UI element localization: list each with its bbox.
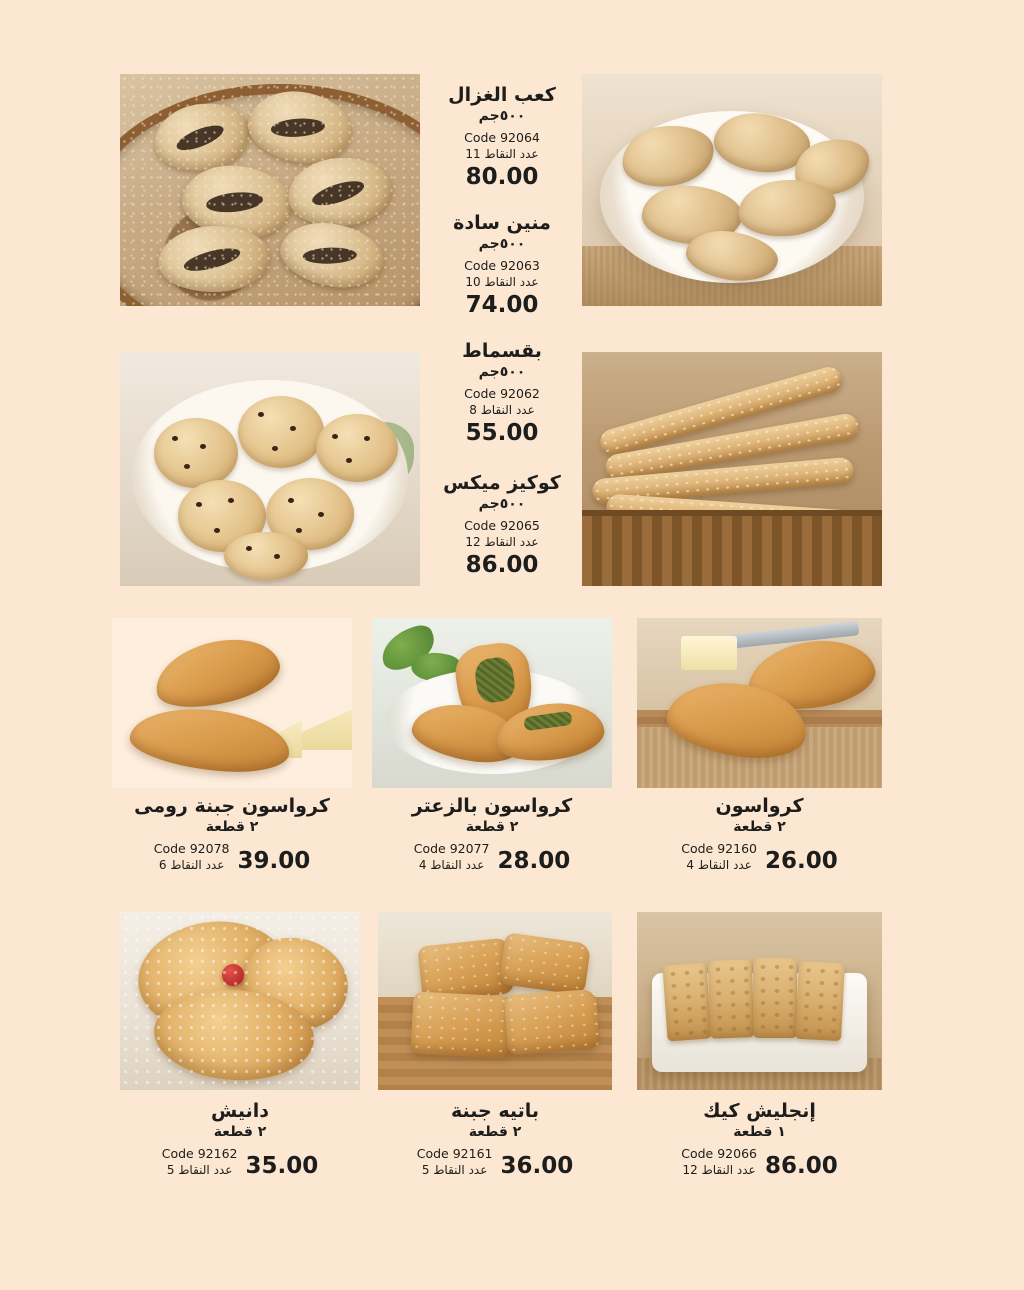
product-points: عدد النقاط 4 (418, 858, 485, 873)
cookies-mix-photo (120, 352, 420, 586)
product-price: 39.00 (237, 847, 311, 874)
product-points: عدد النقاط 5 (421, 1163, 488, 1178)
product-points: عدد النقاط 5 (166, 1163, 233, 1178)
product-points: عدد النقاط 10 (465, 275, 539, 290)
product-price: 80.00 (465, 164, 539, 191)
product-text-croissant (637, 795, 882, 874)
product-name: كعب الغزال (448, 84, 556, 106)
product-text-cookies-mix (432, 472, 572, 579)
danish-photo (120, 912, 360, 1090)
product-text-croissant-zaatar (372, 795, 612, 874)
boqsomat-photo (582, 352, 882, 586)
product-name: دانيش (210, 1100, 269, 1122)
product-price: 74.00 (465, 292, 539, 319)
product-points: عدد النقاط 8 (469, 403, 535, 418)
product-price: 36.00 (500, 1152, 574, 1179)
croissant-zaatar-photo (372, 618, 612, 788)
product-code: Code 92162 (161, 1145, 238, 1161)
product-unit: ٢ قطعة (465, 819, 519, 836)
product-name: كرواسون (715, 795, 804, 817)
product-points: عدد النقاط 12 (465, 535, 539, 550)
croissant-photo (637, 618, 882, 788)
product-price: 86.00 (765, 1152, 838, 1179)
product-code: Code 92078 (153, 840, 230, 856)
product-points: عدد النقاط 12 (682, 1163, 756, 1178)
product-unit: ٢ قطعة (205, 819, 259, 836)
product-price: 35.00 (245, 1152, 319, 1179)
product-text-kaab-el-ghazal (432, 84, 572, 191)
product-name: منين سادة (453, 212, 551, 234)
product-code: Code 92160 (681, 840, 757, 856)
manin-sada-photo (582, 74, 882, 306)
product-unit: ٢ قطعة (468, 1124, 522, 1141)
product-price: 55.00 (465, 420, 539, 447)
product-text-english-cake (637, 1100, 882, 1179)
product-code: Code 92077 (413, 840, 490, 856)
product-unit: ٥٠٠جم (478, 496, 526, 513)
product-price: 28.00 (497, 847, 571, 874)
product-name: كوكيز ميكس (443, 472, 561, 494)
english-cake-photo (637, 912, 882, 1090)
product-code: Code 92063 (464, 257, 540, 273)
product-unit: ٥٠٠جم (478, 236, 526, 253)
product-name: إنجليش كيك (703, 1100, 816, 1122)
product-price: 86.00 (465, 552, 539, 579)
product-points: عدد النقاط 11 (465, 147, 539, 162)
product-code: Code 92062 (464, 385, 540, 401)
product-code: Code 92161 (416, 1145, 493, 1161)
product-price: 26.00 (765, 847, 838, 874)
product-unit: ٥٠٠جم (478, 108, 526, 125)
product-unit: ٢ قطعة (213, 1124, 267, 1141)
product-name: كرواسون بالزعتر (411, 795, 573, 817)
product-text-danish (120, 1100, 360, 1179)
product-unit: ١ قطعة (733, 1124, 786, 1141)
product-code: Code 92066 (681, 1145, 757, 1161)
product-name: باتيه جبنة (450, 1100, 540, 1122)
product-name: كرواسون جبنة رومى (134, 795, 330, 817)
product-points: عدد النقاط 4 (686, 858, 752, 873)
pate-cheese-photo (378, 912, 612, 1090)
product-points: عدد النقاط 6 (158, 858, 225, 873)
product-text-pate-cheese (378, 1100, 612, 1179)
product-code: Code 92065 (464, 517, 540, 533)
product-text-croissant-roumy-cheese (112, 795, 352, 874)
product-unit: ٥٠٠جم (478, 364, 526, 381)
croissant-roumy-cheese-photo (112, 618, 352, 788)
product-unit: ٢ قطعة (733, 819, 786, 836)
product-text-boqsomat (432, 340, 572, 447)
kaab-el-ghazal-photo (120, 74, 420, 306)
product-text-manin-sada (432, 212, 572, 319)
product-code: Code 92064 (464, 129, 540, 145)
product-name: بقسماط (462, 340, 542, 362)
